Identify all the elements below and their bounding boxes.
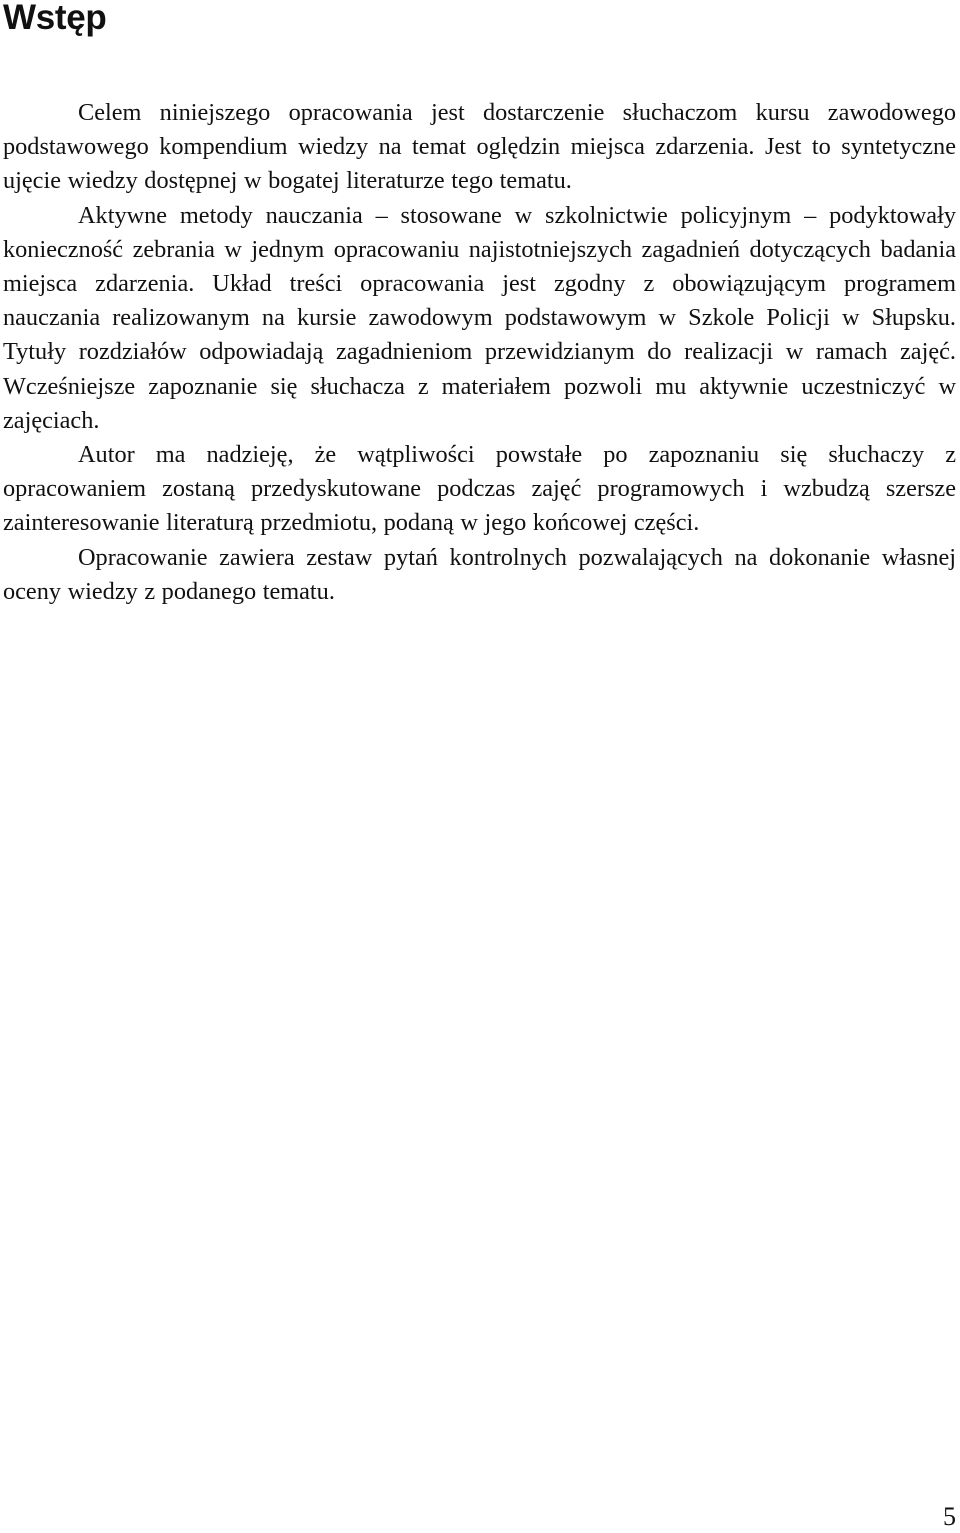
paragraph-methods: Aktywne metody nauczania – stosowane w szkolnictwie policyjnym – podyktowały konieczność zebrania w jednym opracowaniu najistotniejszych zagadnień dotyczących badania miejsca zdarzenia. Układ treści opracowania jest zgodny z obowiązującym programem nauczania realizowanym na kursie zawodowym podstawowym w Szkole Policji w Słupsku. Tytuły rozdziałów odpowiadają zagadnieniom przewidzianym do realizacji w ramach zajęć. Wcześniejsze zapoznanie się słuchacza z materiałem pozwoli mu aktywnie uczestniczyć w zajęciach. <box>3 201 956 434</box>
document-body <box>3 96 956 609</box>
page-number: 5 <box>943 1502 956 1531</box>
paragraph-intro: Celem niniejszego opracowania jest dostarczenie słuchaczom kursu zawodowego podstawowego kompendium wiedzy na temat oględzin miejsca zdarzenia. Jest to syntetyczne ujęcie wiedzy dostępnej w bogatej literaturze tego tematu. <box>3 99 956 195</box>
page-title: Wstęp <box>3 0 107 37</box>
paragraph-control-questions: Opracowanie zawiera zestaw pytań kontrolnych pozwalających na dokonanie własnej oceny wiedzy z podanego tematu. <box>3 543 956 605</box>
paragraph-author-hope: Autor ma nadzieję, że wątpliwości powstałe po zapoznaniu się słuchaczy z opracowaniem zostaną przedyskutowane podczas zajęć programowych i wzbudzą szersze zainteresowanie literaturą przedmiotu, podaną w jego końcowej części. <box>3 441 956 537</box>
